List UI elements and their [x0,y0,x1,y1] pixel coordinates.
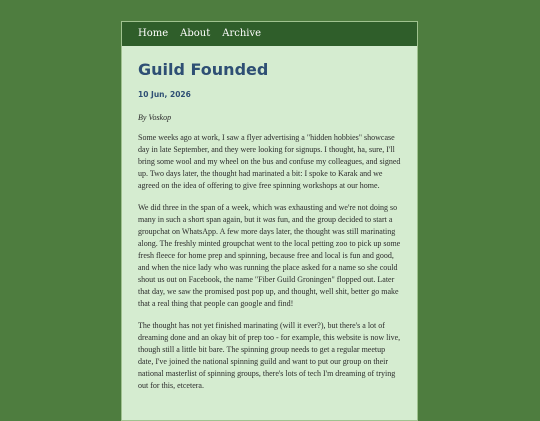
post-title: Guild Founded [138,60,269,79]
top-nav [122,22,417,46]
paragraph-1: Some weeks ago at work, I saw a flyer advertising a "hidden hobbies" showcase day in late September, and they were looking for signups. I thought, ha, sure, I'll bring some wool and my wheel on the bus and confuse my colleagues, and signed up. Two days later, the thought had marinated a bit: I spoke to Karak and we agreed on the idea of offering to give free spinning workshops at our home. [138,133,401,190]
paragraph-3: The thought has not yet finished marinating (will it ever?), but there's a lot of dreaming done and an okay bit of prep too - for example, this website is now live, though still a little bit bare. The spinning group needs to get a regular meetup date, I've joined the national spinning guild and want to put our group on their national masterlist of spinning groups, there's lots of tech I'm dreaming of trying out for this, etcetera. [138,321,401,390]
nav-home-link[interactable]: Home [138,28,169,39]
paragraph-2-emphasis: was [262,215,276,224]
post-date: 10 Jun, 2026 [138,90,191,99]
paragraph-2-part-a: We did three in the span of a week, which was exhausting and we're not doing so many in such a short span again, but it [138,203,398,224]
paragraph-2-part-b: fun, and the group decided to start a groupchat on WhatsApp. A few more days later, the thought was still marinating along. The freshly minted groupchat went to the local petting zoo to pick up some fresh fleece for home prep and spinning, because free and local is fun and good, and when the nice lady who was running the place asked for a name so she could shout us out on Facebook, the name "Fiber Guild Groningen" flopped out. Later that day, we saw the promised post pop up, and thought, well shit, better go make that a real thing that people can google and find! [138,215,401,308]
paragraph-2 [138,202,401,310]
nav-about-link[interactable]: About [180,28,211,39]
post-content [122,46,417,392]
post-byline: By Voskop [138,113,172,122]
page-container [121,21,418,421]
nav-archive-link[interactable]: Archive [222,28,262,39]
